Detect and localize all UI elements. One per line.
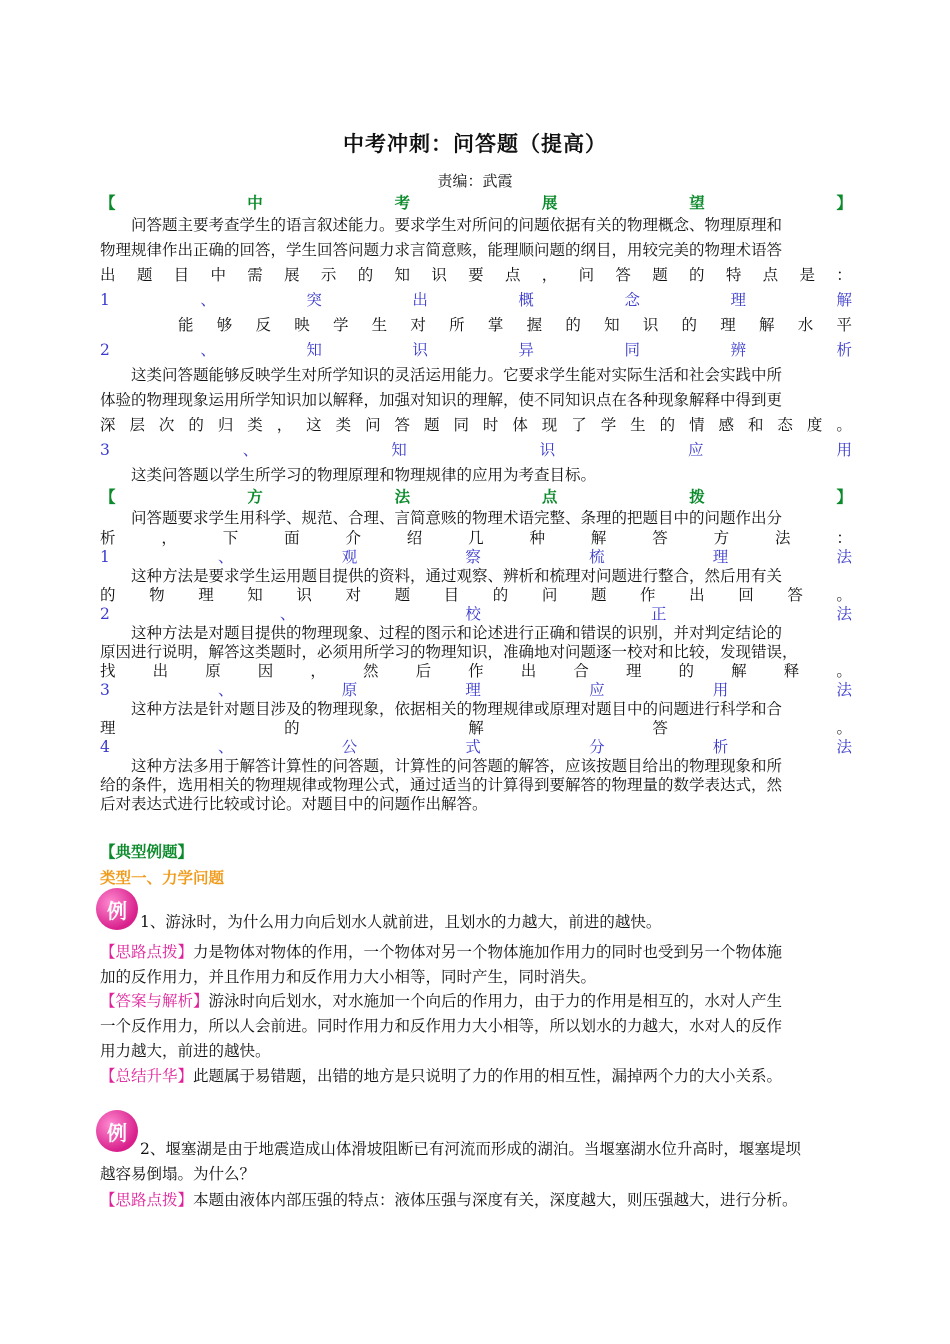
section-heading-method: 【 方 法 点 拨 】 — [100, 488, 852, 506]
example-1-summary: 【总结升华】此题属于易错题，出错的地方是只说明了力的作用的相互性，漏掉两个力的大小关系。 — [100, 1067, 783, 1085]
char: 、 — [218, 681, 234, 699]
intro-line: 问答题主要考查学生的语言叙述能力。要求学生对所问的问题依据有关的物理概念、物理原理和 — [131, 216, 783, 234]
char: 平 — [836, 316, 852, 334]
char: 、 — [200, 291, 216, 309]
char: 知 — [306, 341, 322, 359]
method-intro-justified — [100, 529, 852, 548]
char: 态 — [777, 416, 793, 434]
document-body — [100, 194, 852, 814]
char: 同 — [453, 416, 469, 434]
char: 理 — [465, 681, 481, 699]
char: 答 — [787, 586, 803, 604]
char: 析 — [100, 529, 116, 547]
method-text-1: 这种方法是要求学生运用题目提供的资料，通过观察、辨析和梳理对问题进行整合，然后用有关 — [131, 567, 783, 585]
example-1-hint: 【思路点拨】力是物体对物体的作用，一个物体对另一个物体施加作用力的同时也受到另一个物体施 加的反作用力，并且作用力和反作用力大小相等，同时产生，同时消失。 — [100, 943, 783, 986]
char: 够 — [216, 316, 233, 334]
char: 1 — [100, 548, 110, 566]
char: 的 — [492, 586, 509, 604]
char: 察 — [465, 548, 481, 566]
char: 解 — [468, 719, 484, 737]
char: 2 — [100, 605, 110, 623]
char: 理 — [730, 291, 746, 309]
char: 出 — [520, 662, 537, 680]
char: 几 — [468, 529, 484, 547]
char: 分 — [589, 738, 605, 756]
point-text-1 — [100, 313, 852, 338]
method-intro: 问答题要求学生用科学、规范、合理、言简意赅的物理术语完整、条理的把题目中的问题作出分 — [131, 509, 783, 527]
char: 念 — [624, 291, 640, 309]
char: 学 — [600, 416, 617, 434]
char: 知 — [247, 586, 263, 604]
method-heading-1 — [100, 548, 852, 567]
char: 合 — [573, 662, 589, 680]
intro-line: 物理规律作出正确的回答，学生回答问题力求言简意赅，能理顺问题的纲目，用较完美的物理术语答 — [100, 241, 783, 259]
char: 点 — [504, 266, 521, 284]
method-heading-4 — [100, 738, 852, 757]
char: 方 — [713, 529, 730, 547]
point-heading-1 — [100, 288, 852, 313]
char: 类 — [335, 416, 352, 434]
char: 种 — [529, 529, 546, 547]
char: 问 — [365, 416, 381, 434]
example-2-question: 2、堰塞湖是由于地震造成山体滑坡阻断已有河流而形成的湖泊。当堰塞湖水位升高时，堰塞堤坝 越容易倒塌。为什么？ — [100, 1140, 801, 1183]
char: 、 — [218, 548, 234, 566]
char: 理 — [720, 316, 736, 334]
method-text-4: 后对表达式进行比较或讨论。对题目中的问题作出解答。 — [100, 795, 488, 813]
char: 出 — [100, 266, 116, 284]
point-heading-3 — [100, 438, 852, 463]
char: 出 — [152, 662, 169, 680]
char: 面 — [284, 529, 300, 547]
char: 3 — [100, 441, 110, 459]
page-title: 中考冲刺：问答题（提高） — [343, 132, 607, 156]
char: 知 — [391, 441, 407, 459]
char: 反 — [255, 316, 271, 334]
char: 掌 — [487, 316, 504, 334]
char: 题 — [136, 266, 153, 284]
char: 、 — [200, 341, 216, 359]
point-heading-2 — [100, 338, 852, 363]
char: 问 — [541, 586, 558, 604]
char: 识 — [431, 266, 447, 284]
char: 应 — [688, 441, 704, 459]
char: 4 — [100, 738, 110, 756]
char: 展 — [284, 266, 300, 284]
char: 度 — [806, 416, 823, 434]
char: ： — [836, 266, 852, 284]
char: 能 — [178, 316, 194, 334]
char: 题 — [394, 586, 411, 604]
char: 理 — [625, 662, 642, 680]
char: 对 — [345, 586, 361, 604]
char: 。 — [836, 662, 852, 680]
char: 然 — [362, 662, 379, 680]
char: 释 — [783, 662, 800, 680]
example-1-question: 1、游泳时，为什么用力向后划水人就前进，且划水的力越大，前进的越快。 — [140, 913, 662, 931]
char: 中 — [210, 266, 226, 284]
char: 绍 — [406, 529, 423, 547]
char: 点 — [762, 266, 779, 284]
type-heading: 类型一、力学问题 — [100, 869, 225, 887]
char: 。 — [836, 586, 852, 604]
char: 知 — [604, 316, 620, 334]
example-2-hint: 【思路点拨】本题由液体内部压强的特点：液体压强与深度有关，深度越大，则压强越大，进行分析。 — [100, 1191, 798, 1209]
char: 识 — [642, 316, 659, 334]
char: 题 — [423, 416, 440, 434]
method-text-2: 原因进行说明，解答这类题时，必须用所学习的物理知识，准确地对问题逐一校对和比较，发现错误， — [100, 643, 798, 661]
char: 识 — [296, 586, 312, 604]
char: 因 — [257, 662, 274, 680]
char: 目 — [173, 266, 190, 284]
char: 特 — [725, 266, 742, 284]
char: ， — [541, 266, 558, 284]
example-badge-icon: 例 — [96, 888, 138, 930]
char: 体 — [512, 416, 528, 434]
char: 析 — [836, 341, 852, 359]
char: 题 — [590, 586, 607, 604]
char: 同 — [624, 341, 640, 359]
char: 理 — [198, 586, 214, 604]
point-text-2-justified — [100, 413, 852, 438]
char: 。 — [836, 416, 852, 434]
method-text-1-justified — [100, 586, 852, 605]
char: 的 — [565, 316, 581, 334]
char: 要 — [468, 266, 484, 284]
char: 用 — [712, 681, 729, 699]
method-text-3-justified — [100, 719, 852, 738]
char: 问 — [578, 266, 595, 284]
point-text-2: 这类问答题能够反映学生对所学知识的灵活运用能力。它要求学生能对实际生活和社会实践中所 — [131, 366, 783, 384]
char: 情 — [689, 416, 705, 434]
char: 的 — [357, 266, 374, 284]
char: 原 — [205, 662, 221, 680]
char: 3 — [100, 681, 110, 699]
method-heading-3 — [100, 681, 852, 700]
intro-line-justified — [100, 263, 852, 288]
char: 校 — [465, 605, 481, 623]
char: 是 — [799, 266, 815, 284]
char: 的 — [100, 586, 116, 604]
char: 识 — [539, 441, 556, 459]
char: 回 — [738, 586, 754, 604]
char: ， — [276, 416, 293, 434]
char: 原 — [341, 681, 358, 699]
char: 次 — [158, 416, 175, 434]
method-text-4: 给的条件，选用相关的物理规律或物理公式，通过适当的计算得到要解答的物理量的数学表达式，然 — [100, 776, 783, 794]
char: 1 — [100, 291, 110, 309]
example-1-answer: 【答案与解析】游泳时向后划水，对水施加一个向后的作用力，由于力的作用是相互的，水对人产生 一个反作用力，所以人会前进。同时作用力和反作用力大小相等，所以划水的力越大，水对人的反作 用力越大，前进的越快。 — [100, 992, 783, 1060]
method-text-2: 这种方法是对题目提供的物理现象、过程的图示和论述进行正确和错误的识别，并对判定结论的 — [131, 624, 783, 642]
char: ， — [310, 662, 326, 680]
char: 找 — [100, 662, 116, 680]
char: 解 — [836, 291, 852, 309]
char: ： — [836, 529, 852, 547]
char: 2 — [100, 341, 110, 359]
char: 的 — [188, 416, 204, 434]
char: 学 — [332, 316, 349, 334]
char: 出 — [412, 291, 428, 309]
examples-header: 【典型例题】 — [100, 843, 194, 861]
char: 式 — [465, 738, 481, 756]
method-text-2-justified — [100, 662, 852, 681]
char: 应 — [589, 681, 605, 699]
char: 需 — [247, 266, 263, 284]
char: 了 — [571, 416, 587, 434]
char: 析 — [712, 738, 729, 756]
char: 归 — [217, 416, 234, 434]
char: 现 — [541, 416, 558, 434]
char: 理 — [712, 548, 729, 566]
char: 答 — [394, 416, 411, 434]
char: 生 — [630, 416, 646, 434]
char: 介 — [345, 529, 361, 547]
char: 正 — [650, 605, 667, 623]
char: 解 — [731, 662, 747, 680]
char: 感 — [718, 416, 735, 434]
char: ， — [161, 529, 177, 547]
char: 时 — [482, 416, 499, 434]
char: 这 — [306, 416, 322, 434]
char: 解 — [759, 316, 775, 334]
char: 的 — [659, 416, 676, 434]
char: 、 — [218, 738, 234, 756]
char: 题 — [652, 266, 668, 284]
char: 、 — [242, 441, 259, 459]
editor-credit: 责编：武霞 — [437, 172, 513, 190]
char: 的 — [681, 316, 698, 334]
char: 异 — [518, 341, 534, 359]
point-text-3: 这类问答题以学生所学习的物理原理和物理规律的应用为考查目标。 — [131, 466, 597, 484]
char: 物 — [149, 586, 165, 604]
char: 的 — [284, 719, 300, 737]
char: 法 — [836, 681, 852, 699]
char: 出 — [689, 586, 705, 604]
char: 的 — [689, 266, 705, 284]
method-text-3: 这种方法是针对题目涉及的物理现象，依据相关的物理规律或原理对题目中的问题进行科学和合 — [131, 700, 783, 718]
char: 辨 — [730, 341, 746, 359]
char: 知 — [394, 266, 411, 284]
char: 生 — [371, 316, 388, 334]
char: 示 — [320, 266, 337, 284]
char: 目 — [443, 586, 460, 604]
char: 的 — [678, 662, 695, 680]
char: 和 — [747, 416, 764, 434]
char: 、 — [279, 605, 296, 623]
char: 用 — [836, 441, 852, 459]
char: 观 — [341, 548, 358, 566]
char: 作 — [640, 586, 656, 604]
char: 类 — [247, 416, 263, 434]
char: 后 — [415, 662, 432, 680]
char: 作 — [468, 662, 484, 680]
example-badge-icon: 例 — [96, 1110, 138, 1152]
char: 法 — [836, 738, 852, 756]
char: 握 — [526, 316, 543, 334]
char: 法 — [836, 548, 852, 566]
char: 答 — [615, 266, 631, 284]
char: 概 — [518, 291, 534, 309]
char: 法 — [836, 605, 852, 623]
char: 法 — [774, 529, 791, 547]
char: 梳 — [589, 548, 605, 566]
char: 映 — [294, 316, 310, 334]
char: 下 — [222, 529, 239, 547]
char: 对 — [410, 316, 426, 334]
point-text-2: 体验的物理现象运用所学知识加以解释，加强对知识的理解，使不同知识点在各种现象解释中得到更 — [100, 391, 783, 409]
char: 水 — [797, 316, 814, 334]
char: 所 — [449, 316, 465, 334]
method-heading-2 — [100, 605, 852, 624]
char: 公 — [341, 738, 358, 756]
char: 答 — [652, 719, 668, 737]
char: 层 — [129, 416, 145, 434]
char: 解 — [590, 529, 607, 547]
section-heading-outlook: 【 中 考 展 望 】 — [100, 194, 852, 212]
method-text-4: 这种方法多用于解答计算性的问答题，计算性的问答题的解答，应该按题目给出的物理现象和所 — [131, 757, 783, 775]
char: 识 — [412, 341, 428, 359]
char: 理 — [100, 719, 116, 737]
char: 突 — [306, 291, 322, 309]
char: 答 — [652, 529, 668, 547]
char: 。 — [836, 719, 852, 737]
char: 深 — [100, 416, 116, 434]
